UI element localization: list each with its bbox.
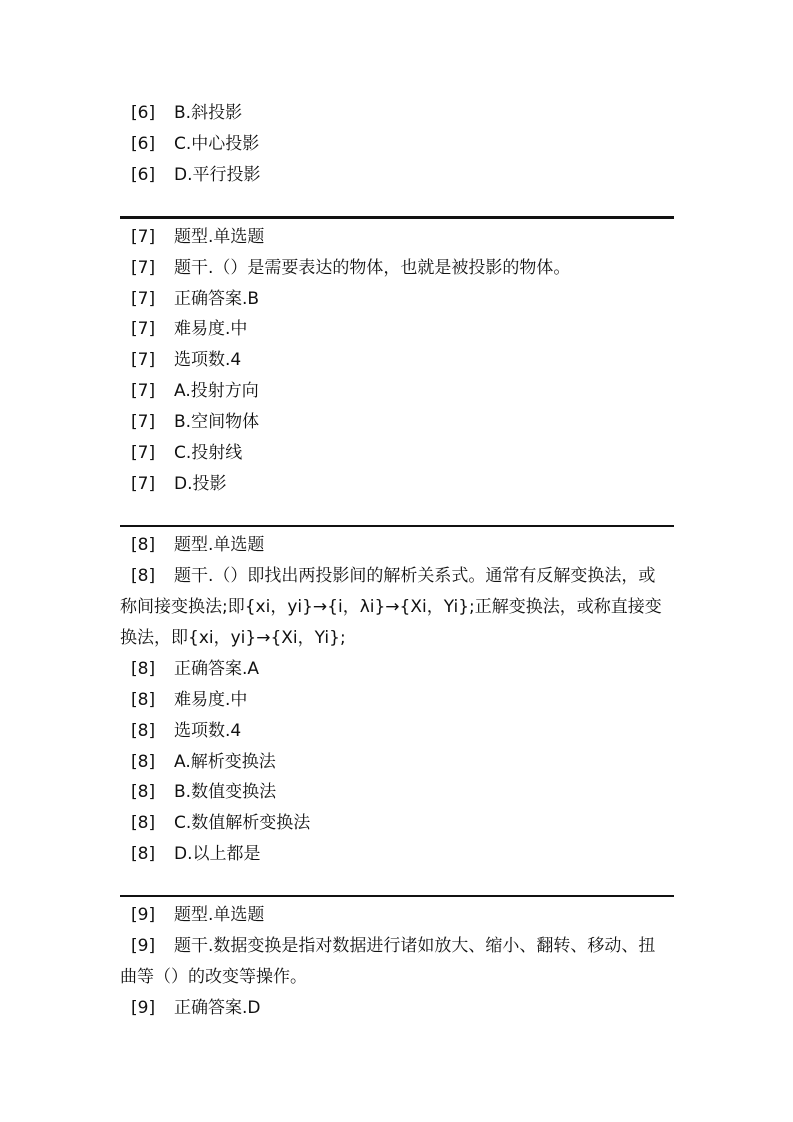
- option-text: C.数值解析变换法: [174, 813, 311, 833]
- stem-text: 题干.（）是需要表达的物体，也就是被投影的物体。: [174, 258, 571, 278]
- question-tag: [7]: [131, 289, 156, 309]
- option-text: C.中心投影: [174, 134, 260, 154]
- q9-stem: [120, 931, 670, 993]
- question-tag: [7]: [131, 227, 156, 247]
- question-tag: [8]: [131, 721, 156, 741]
- question-tag: [8]: [131, 659, 156, 679]
- type-text: 题型.单选题: [174, 227, 265, 247]
- question-tag: [8]: [131, 844, 156, 864]
- type-text: 题型.单选题: [174, 905, 265, 925]
- q8-option-c: [120, 813, 680, 833]
- q7-option-c: [120, 443, 680, 463]
- question-tag: [6]: [131, 165, 156, 185]
- q7-option-a: [120, 381, 680, 401]
- question-tag: [7]: [131, 443, 156, 463]
- option-text: D.以上都是: [174, 844, 261, 864]
- answer-text: 正确答案.A: [174, 659, 260, 679]
- question-tag: [8]: [131, 690, 156, 710]
- q8-difficulty: [120, 690, 680, 710]
- q8-type: [120, 535, 680, 555]
- question-tag: [9]: [131, 936, 156, 956]
- question-tag: [9]: [131, 998, 156, 1018]
- q7-option-d: [120, 474, 680, 494]
- q6-option-d: [120, 165, 680, 185]
- option-text: B.斜投影: [174, 103, 243, 123]
- option-text: B.数值变换法: [174, 782, 277, 802]
- separator-rule: [120, 216, 674, 219]
- question-tag: [8]: [131, 566, 156, 586]
- q7-answer: [120, 289, 680, 309]
- question-tag: [8]: [131, 782, 156, 802]
- type-text: 题型.单选题: [174, 535, 265, 555]
- difficulty-text: 难易度.中: [174, 319, 248, 339]
- question-tag: [7]: [131, 474, 156, 494]
- stem-text: 题干.（）即找出两投影间的解析关系式。通常有反解变换法，或称间接变换法;即{xi，yi}→{i，λi}→{Xi，Yi};正解变换法，或称直接变换法，即{xi，yi}→{Xi，Yi};: [120, 566, 662, 648]
- answer-text: 正确答案.D: [174, 998, 261, 1018]
- difficulty-text: 难易度.中: [174, 690, 248, 710]
- question-tag: [7]: [131, 319, 156, 339]
- q8-option-a: [120, 752, 680, 772]
- question-tag: [8]: [131, 813, 156, 833]
- answer-text: 正确答案.B: [174, 289, 260, 309]
- question-tag: [8]: [131, 535, 156, 555]
- option-text: D.平行投影: [174, 165, 261, 185]
- separator-rule: [120, 895, 674, 897]
- q8-stem: [120, 561, 670, 654]
- option-text: C.投射线: [174, 443, 243, 463]
- question-tag: [7]: [131, 381, 156, 401]
- q8-option-d: [120, 844, 680, 864]
- option-text: D.投影: [174, 474, 227, 494]
- q6-option-b: [120, 103, 680, 123]
- stem-text: 题干.数据变换是指对数据进行诸如放大、缩小、翻转、移动、扭曲等（）的改变等操作。: [120, 936, 656, 987]
- separator-rule: [120, 525, 674, 527]
- q7-option-b: [120, 412, 680, 432]
- q8-option-b: [120, 782, 680, 802]
- q6-option-c: [120, 134, 680, 154]
- q7-type: [120, 227, 680, 247]
- option-text: A.投射方向: [174, 381, 259, 401]
- question-tag: [7]: [131, 412, 156, 432]
- question-tag: [6]: [131, 134, 156, 154]
- option-count-text: 选项数.4: [174, 350, 242, 370]
- q7-difficulty: [120, 319, 680, 339]
- question-tag: [8]: [131, 752, 156, 772]
- question-tag: [7]: [131, 258, 156, 278]
- q8-answer: [120, 659, 680, 679]
- question-tag: [7]: [131, 350, 156, 370]
- option-text: A.解析变换法: [174, 752, 276, 772]
- option-count-text: 选项数.4: [174, 721, 242, 741]
- q7-option-count: [120, 350, 680, 370]
- question-tag: [9]: [131, 905, 156, 925]
- option-text: B.空间物体: [174, 412, 260, 432]
- q8-option-count: [120, 721, 680, 741]
- q9-type: [120, 905, 680, 925]
- question-tag: [6]: [131, 103, 156, 123]
- q9-answer: [120, 998, 680, 1018]
- q7-stem: [120, 258, 680, 278]
